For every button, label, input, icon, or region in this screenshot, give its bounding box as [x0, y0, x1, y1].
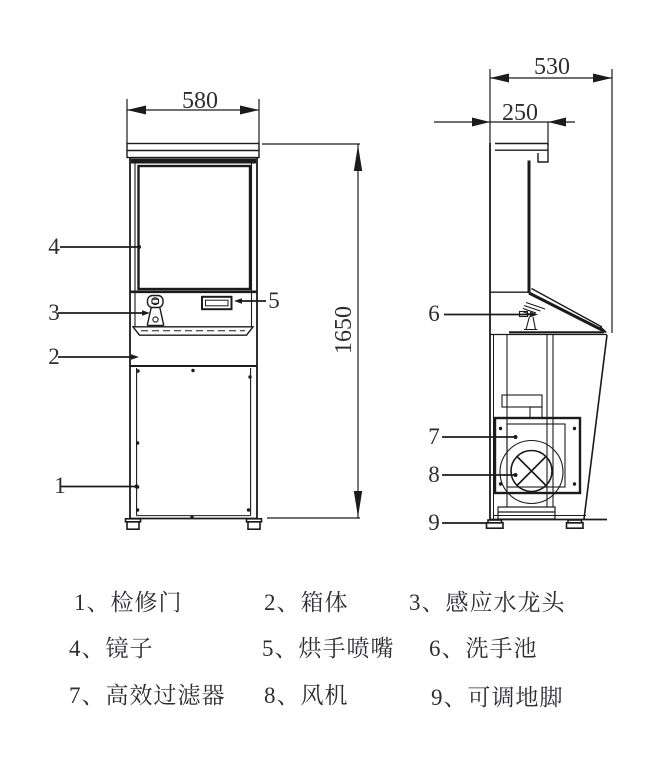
legend-item-feet: 9、可调地脚: [431, 685, 564, 710]
leader-8: [442, 473, 518, 477]
leader-4: [60, 245, 141, 249]
side-base: [490, 516, 607, 520]
callout-7-filter: 7: [428, 424, 440, 449]
legend-item-cabinet: 2、箱体: [264, 590, 349, 615]
side-hepa-filter: [495, 418, 580, 493]
front-top-cap: [127, 144, 259, 164]
callout-3-faucet: 3: [48, 300, 60, 325]
legend-item-mirror: 4、镜子: [69, 636, 154, 661]
door-rivet-dots: [136, 369, 252, 519]
side-interior-frame: [502, 335, 553, 508]
side-feet: [487, 520, 584, 528]
callout-5-dryer-nozzle: 5: [268, 288, 280, 313]
callout-6-basin: 6: [428, 301, 440, 326]
leader-1: [61, 485, 139, 489]
front-mirror: [139, 166, 251, 289]
legend-item-fan: 8、风机: [264, 683, 349, 708]
front-dryer-nozzle-slot: [202, 297, 232, 309]
dim-basin-depth-label: 250: [502, 100, 538, 126]
leader-3: [58, 310, 150, 315]
callout-8-fan: 8: [428, 462, 440, 487]
side-basin-slope: [509, 289, 606, 333]
front-view: [126, 99, 363, 529]
legend-item-access-door: 1、检修门: [74, 590, 183, 615]
callout-9-foot: 9: [428, 510, 440, 535]
dim-overall-height-label: 1650: [331, 306, 357, 354]
legend-item-faucet: 3、感应水龙头: [409, 590, 566, 615]
legend-item-dryer: 5、烘手喷嘴: [262, 636, 395, 661]
leader-2: [58, 354, 139, 359]
callout-1-access-door: 1: [54, 473, 66, 498]
side-sloped-edge: [584, 335, 607, 519]
side-view: [434, 69, 612, 528]
leader-7: [442, 435, 518, 439]
front-basin-lip: [133, 327, 253, 335]
front-access-door: [136, 368, 252, 519]
callout-2-cabinet: 2: [48, 344, 60, 369]
side-pedestal: [498, 507, 555, 519]
dim-side-depth-label: 530: [534, 54, 570, 80]
front-body-frame: [130, 158, 257, 519]
front-sensor-faucet-icon: [147, 296, 164, 326]
legend-item-filter: 7、高效过滤器: [69, 683, 226, 708]
legend-item-basin: 6、洗手池: [429, 636, 538, 661]
front-feet: [126, 519, 262, 529]
callout-4-mirror: 4: [48, 234, 60, 259]
leader-5: [234, 298, 266, 303]
dim-front-width-label: 580: [182, 88, 218, 114]
